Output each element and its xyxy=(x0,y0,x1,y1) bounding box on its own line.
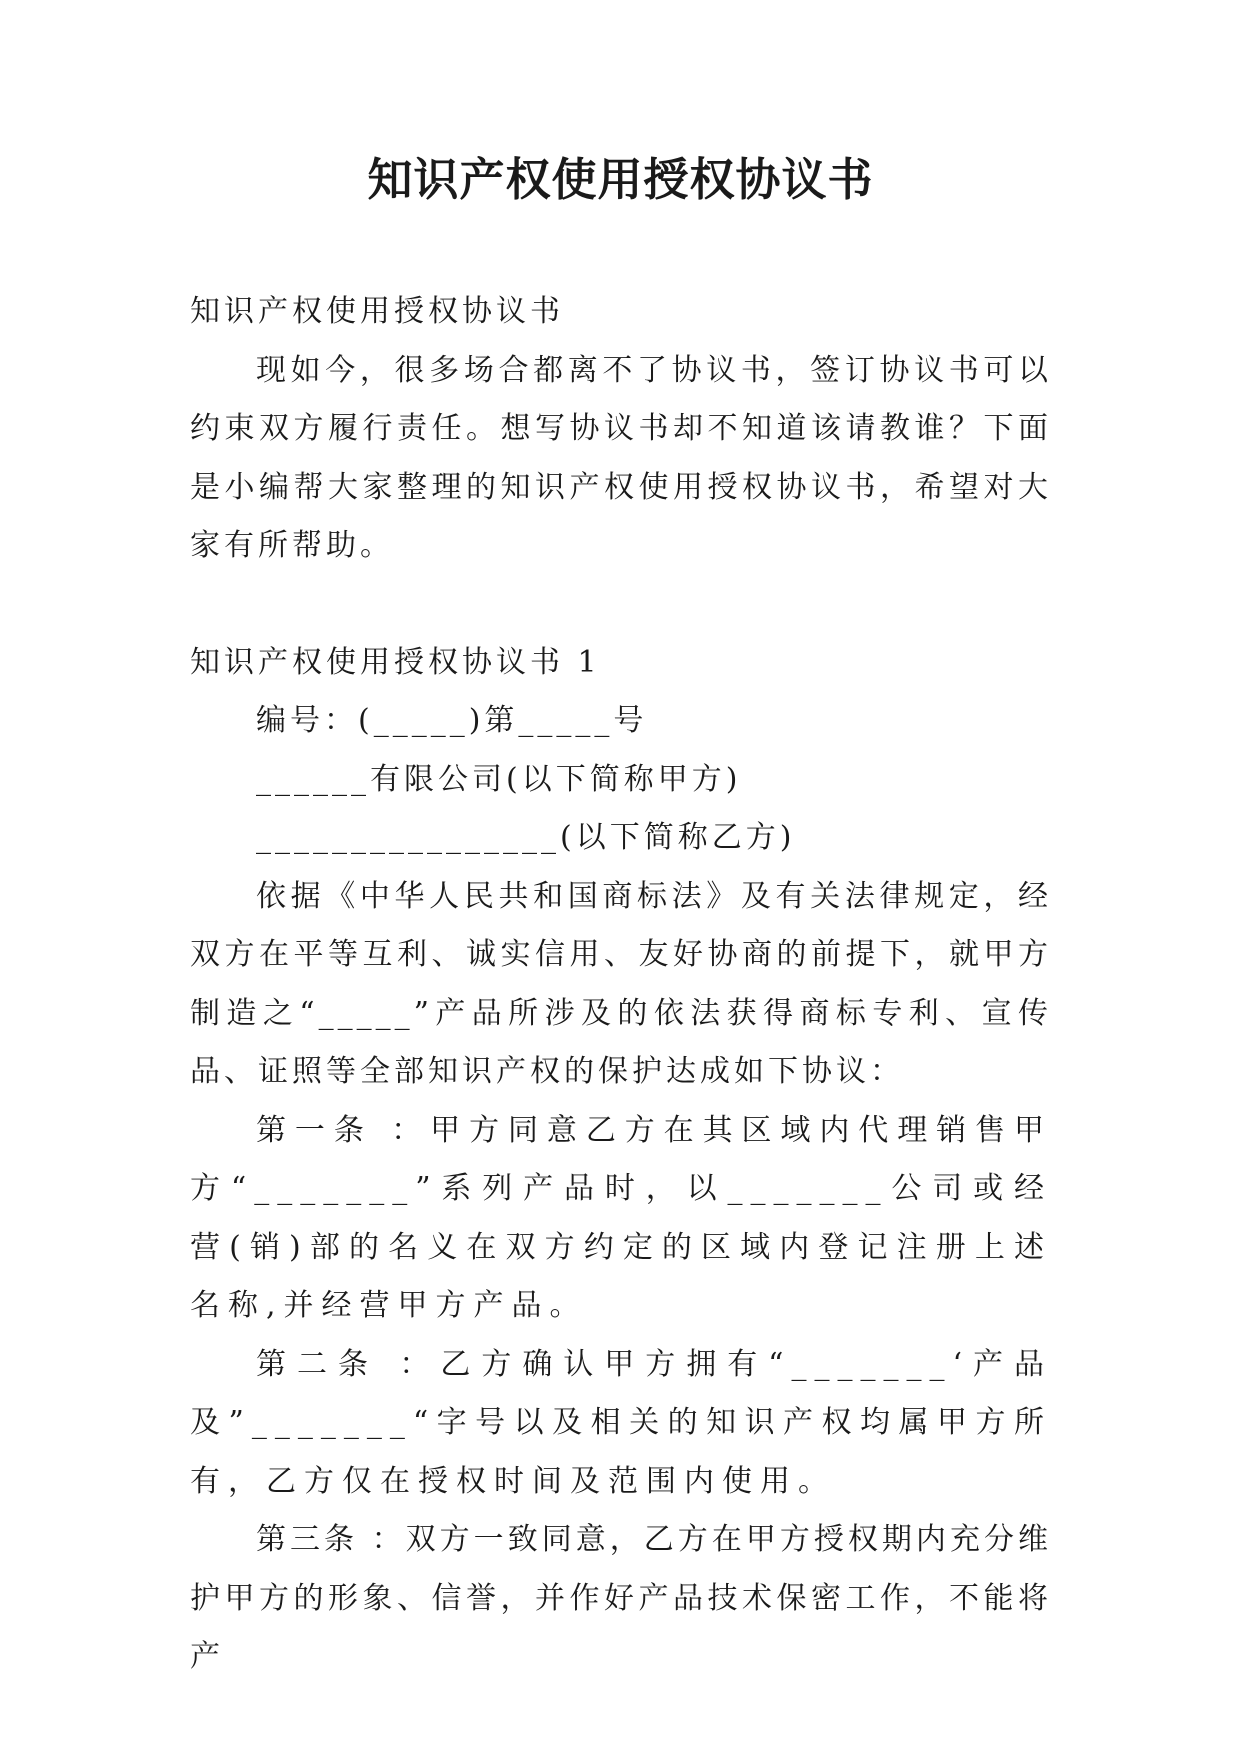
document-body xyxy=(190,283,1052,1687)
intro-paragraph: 现如今，很多场合都离不了协议书，签订协议书可以约束双方履行责任。想写协议书却不知道该请教谁？下面是小编帮大家整理的知识产权使用授权协议书，希望对大家有所帮助。 xyxy=(190,352,1052,563)
article-3-paragraph: 第三条 ：双方一致同意，乙方在甲方授权期内充分维护甲方的形象、信誉，并作好产品技术保密工作，不能将产 xyxy=(190,1522,1052,1674)
preamble-paragraph: 依据《中华人民共和国商标法》及有关法律规定，经双方在平等互利、诚实信用、友好协商的前提下，就甲方制造之“_____”产品所涉及的依法获得商标专利、宣传品、证照等全部知识产权的保护达成如下协议： xyxy=(190,878,1052,1089)
article-1-paragraph: 第一条 ：甲方同意乙方在其区域内代理销售甲方“_______”系列产品时，以_______公司或经营(销)部的名义在双方约定的区域内登记注册上述名称,并经营甲方产品。 xyxy=(190,1112,1052,1323)
party-a-line: ______有限公司(以下简称甲方) xyxy=(256,761,742,797)
agreement-number: 编号：(_____)第_____号 xyxy=(256,703,648,738)
party-b-line: ________________(以下简称乙方) xyxy=(256,820,796,855)
document-title: 知识产权使用授权协议书 xyxy=(367,153,874,206)
agreement-heading: 知识产权使用授权协议书 1 xyxy=(190,644,601,680)
section-heading: 知识产权使用授权协议书 xyxy=(190,294,564,329)
article-2-paragraph: 第二条 ：乙方确认甲方拥有“_______‘产品及”_______“字号以及相关的知识产权均属甲方所有，乙方仅在授权时间及范围内使用。 xyxy=(190,1346,1052,1499)
